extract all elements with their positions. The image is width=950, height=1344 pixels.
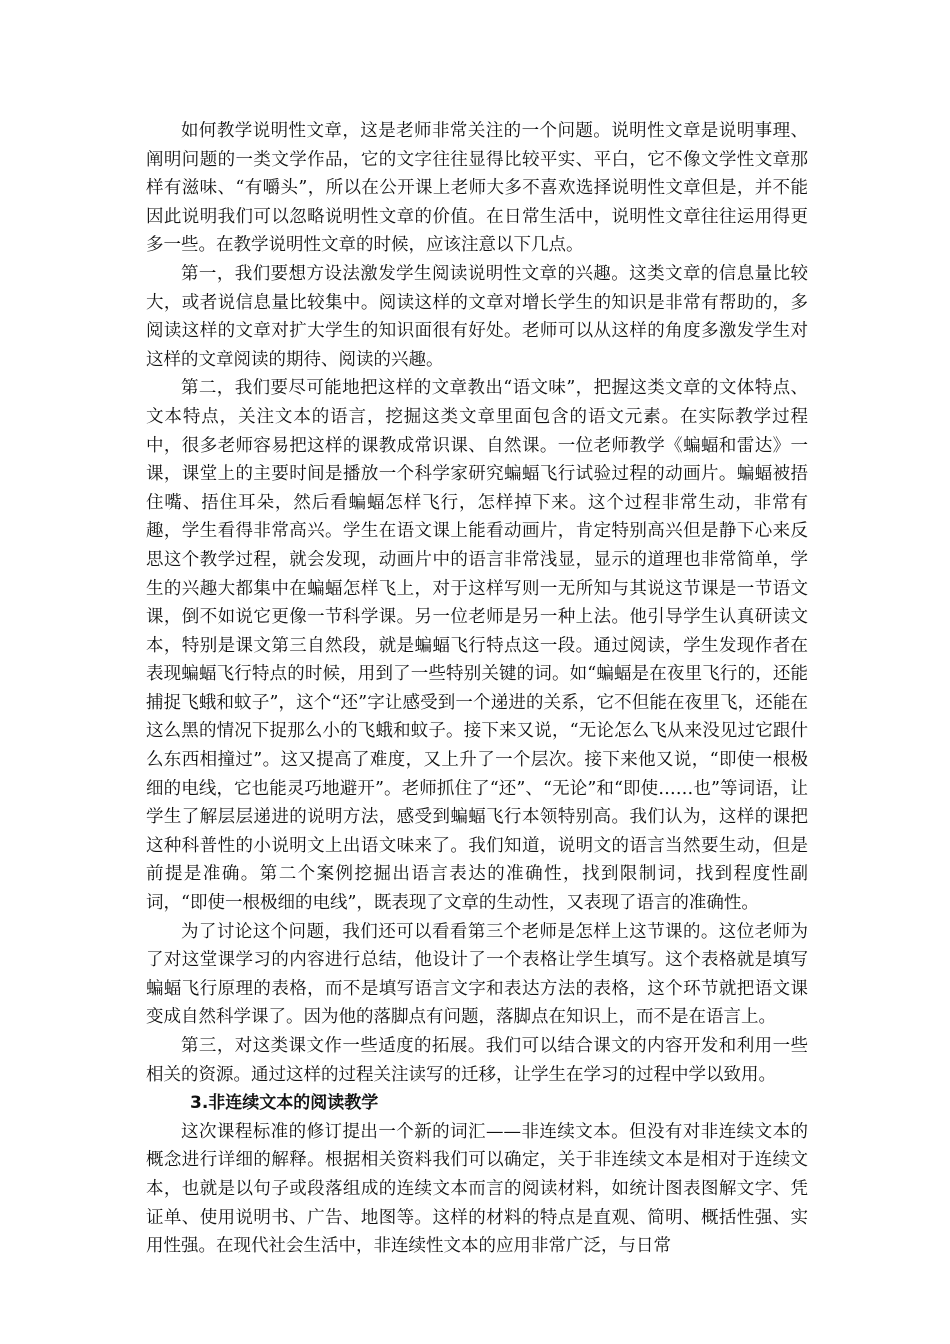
paragraph-third-teacher: 为了讨论这个问题，我们还可以看看第三个老师是怎样上这节课的。这位老师为了对这堂课学习的内容进行总结，他设计了一个表格让学生填写。这个表格就是填写蝙蝠飞行原理的表格，而不是填写语言文字和表达方法的表格，这个环节就把语文课变成自然科学课了。因为他的落脚点有问题，落脚点在知识上，而不是在语言上。 [146,921,808,1028]
paragraph-point-one: 第一，我们要想方设法激发学生阅读说明性文章的兴趣。这类文章的信息量比较大，或者说信息量比较集中。阅读这样的文章对增长学生的知识是非常有帮助的，多阅读这样的文章对扩大学生的知识面很有好处。老师可以从这样的角度多激发学生对这样的文章阅读的期待、阅读的兴趣。 [146,263,808,370]
paragraph-non-continuous-text: 这次课程标准的修订提出一个新的词汇——非连续文本。但没有对非连续文本的概念进行详细的解释。根据相关资料我们可以确定，关于非连续文本是相对于连续文本，也就是以句子或段落组成的连续文本而言的阅读材料，如统计图表图解文字、凭证单、使用说明书、广告、地图等。这样的材料的特点是直观、简明、概括性强、实用性强。在现代社会生活中，非连续性文本的应用非常广泛，与日常 [146,1121,808,1257]
paragraph-point-three: 第三，对这类课文作一些适度的拓展。我们可以结合课文的内容开发和利用一些相关的资源。通过这样的过程关注读写的迁移，让学生在学习的过程中学以致用。 [146,1036,808,1085]
section-heading: 3.非连续文本的阅读教学 [190,1093,379,1114]
paragraph-intro: 如何教学说明性文章，这是老师非常关注的一个问题。说明性文章是说明事理、阐明问题的一类文学作品，它的文字往往显得比较平实、平白，它不像文学性文章那样有滋味、“有嚼头”，所以在公开课上老师大多不喜欢选择说明性文章但是，并不能因此说明我们可以忽略说明性文章的价值。在日常生活中，说明性文章往往运用得更多一些。在教学说明性文章的时候，应该注意以下几点。 [146,121,808,256]
paragraph-point-two: 第二，我们要尽可能地把这样的文章教出“语文味”，把握这类文章的文体特点、文本特点，关注文本的语言，挖掘这类文章里面包含的语文元素。在实际教学过程中，很多老师容易把这样的课教成常识课、自然课。一位老师教学《蝙蝠和雷达》一课，课堂上的主要时间是播放一个科学家研究蝙蝠飞行试验过程的动画片。蝙蝠被捂住嘴、捂住耳朵，然后看蝙蝠怎样飞行，怎样掉下来。这个过程非常生动，非常有趣，学生看得非常高兴。学生在语文课上能看动画片，肯定特别高兴但是静下心来反思这个教学过程，就会发现，动画片中的语言非常浅显，显示的道理也非常简单，学生的兴趣大都集中在蝙蝠怎样飞上，对于这样写则一无所知与其说这节课是一节语文课，倒不如说它更像一节科学课。另一位老师是另一种上法。他引导学生认真研读文本，特别是课文第三自然段，就是蝙蝠飞行特点这一段。通过阅读，学生发现作者在表现蝙蝠飞行特点的时候，用到了一些特别关键的词。如“蝙蝠是在夜里飞行的，还能捕捉飞蛾和蚊子”，这个“还”字让感受到一个递进的关系，它不但能在夜里飞，还能在这么黑的情况下捉那么小的飞蛾和蚊子。接下来又说，“无论怎么飞从来没见过它跟什么东西相撞过”。这又提高了难度，又上升了一个层次。接下来他又说，“即使一根极细的电线，它也能灵巧地避开”。老师抓住了“还”、“无论”和“即使……也”等词语，让学生了解层层递进的说明方法，感受到蝙蝠飞行本领特别高。我们认为，这样的课把这种科普性的小说明文上出语文味来了。我们知道，说明文的语言当然要生动，但是前提是准确。第二个案例挖掘出语言表达的准确性，找到限制词，找到程度性副词，“即使一根极细的电线”，既表现了文章的生动性，又表现了语言的准确性。 [146,378,808,914]
document-page [146,117,808,1261]
